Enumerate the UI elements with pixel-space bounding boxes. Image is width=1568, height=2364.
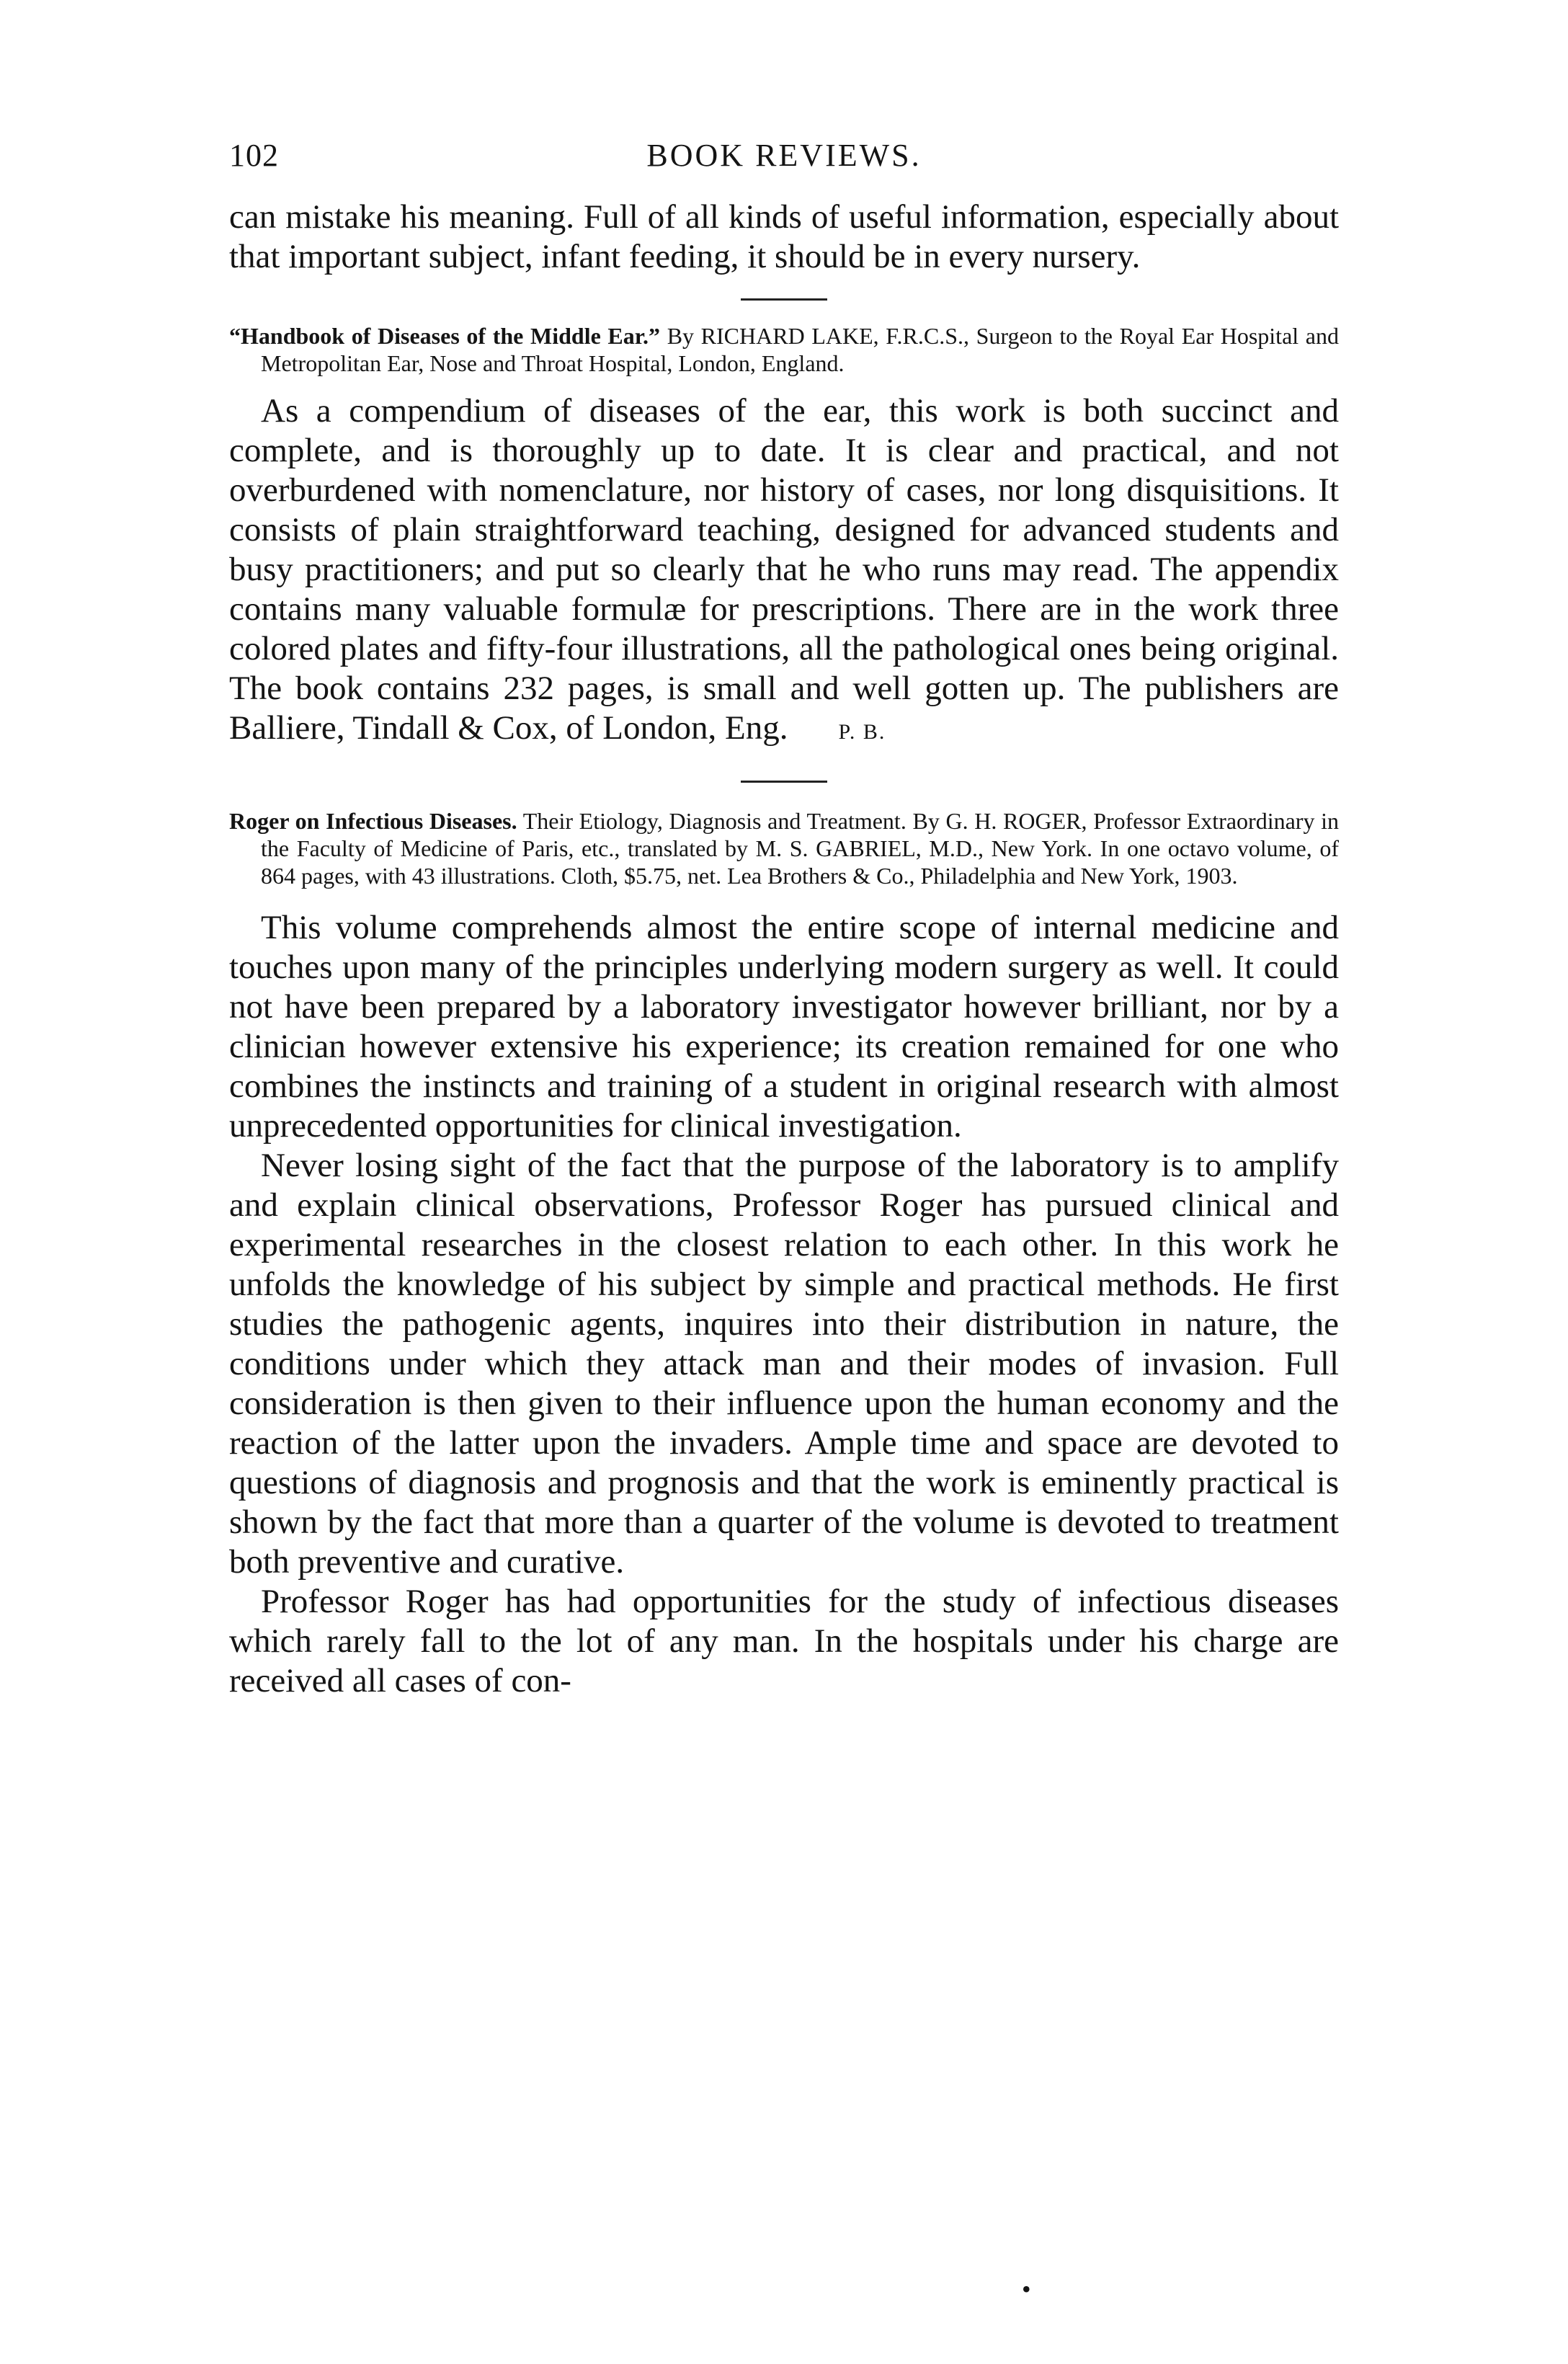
running-head — [229, 137, 1339, 197]
review-1-citation-details: By RICHARD LAKE, F.R.C.S., Surgeon to the Royal Ear Hospital and Metropolitan Ear, Nose and Throat Hospital, London, England. — [261, 323, 1340, 376]
review-2-citation-details: Their Etiology, Diagnosis and Treatment. By G. H. ROGER, Professor Extraordinary in the Faculty of Medicine of Paris, etc., translated by M. S. GABRIEL, M.D., New York. In one octavo volume, of 864 pages, with 43 illustrations. Cloth, $5.75, net. Lea Brothers & Co., Philadelphia and New York, 1903. — [261, 808, 1340, 889]
section-divider — [741, 781, 827, 783]
review-1-body — [229, 391, 1339, 752]
section-divider — [741, 298, 827, 301]
continuation-paragraph: can mistake his meaning. Full of all kinds of useful information, especially about that important subject, infant feeding, it should be in every nursery. — [229, 198, 1339, 275]
review-1-citation-title: “Handbook of Diseases of the Middle Ear.” — [229, 323, 661, 349]
review-1-signature: P. B. — [838, 720, 886, 744]
review-1-citation — [229, 322, 1339, 377]
page-number: 102 — [229, 138, 279, 173]
review-2-citation-title: Roger on Infectious Diseases. — [229, 808, 517, 834]
review-2-paragraph: Never losing sight of the fact that the purpose of the laboratory is to amplify and explain clinical observations, Professor Roger has pursued clinical and experimental researches in the closest relation to each other. In this work he unfolds the knowledge of his subject by simple and practical methods. He first studies the pathogenic agents, inquires into their distribution in nature, the conditions under which they attack man and their modes of invasion. Full consideration is then given to their influence upon the human economy and the reaction of the latter upon the invaders. Ample time and space are devoted to questions of diagnosis and prognosis and that the work is eminently practical is shown by the fact that more than a quarter of the volume is devoted to treatment both preventive and curative. — [229, 1147, 1339, 1581]
review-2-paragraph: This volume comprehends almost the entire scope of internal medicine and touches upon many of the principles underlying modern surgery as well. It could not have been prepared by a laboratory investigator however brilliant, nor by a clinician however extensive his experience; its creation remained for one who combines the instincts and training of a student in original research with almost unprecedented opportunities for clinical investigation. — [229, 909, 1339, 1145]
review-2-paragraph: Professor Roger has had opportunities for the study of infectious diseases which rarely fall to the lot of any man. In the hospitals under his charge are received all cases of con- — [229, 1583, 1339, 1699]
printer-mark: • — [1022, 2275, 1031, 2303]
review-2-citation — [229, 807, 1339, 889]
review-1-body-text: As a compendium of diseases of the ear, this work is both succinct and complete, and is thoroughly up to date. It is clear and practical, and not overburdened with nomenclature, nor history of cases, nor long disquisitions. It consists of plain straightforward teaching, designed for advanced students and busy practitioners; and put so clearly that he who runs may read. The appendix contains many valuable formulæ for prescriptions. There are in the work three colored plates and fifty-four illustrations, all the pathological ones being original. The book contains 232 pages, is small and well gotten up. The publishers are Balliere, Tindall & Cox, of London, Eng. — [229, 392, 1339, 747]
running-title: BOOK REVIEWS. — [646, 138, 922, 173]
page — [229, 137, 1340, 2303]
